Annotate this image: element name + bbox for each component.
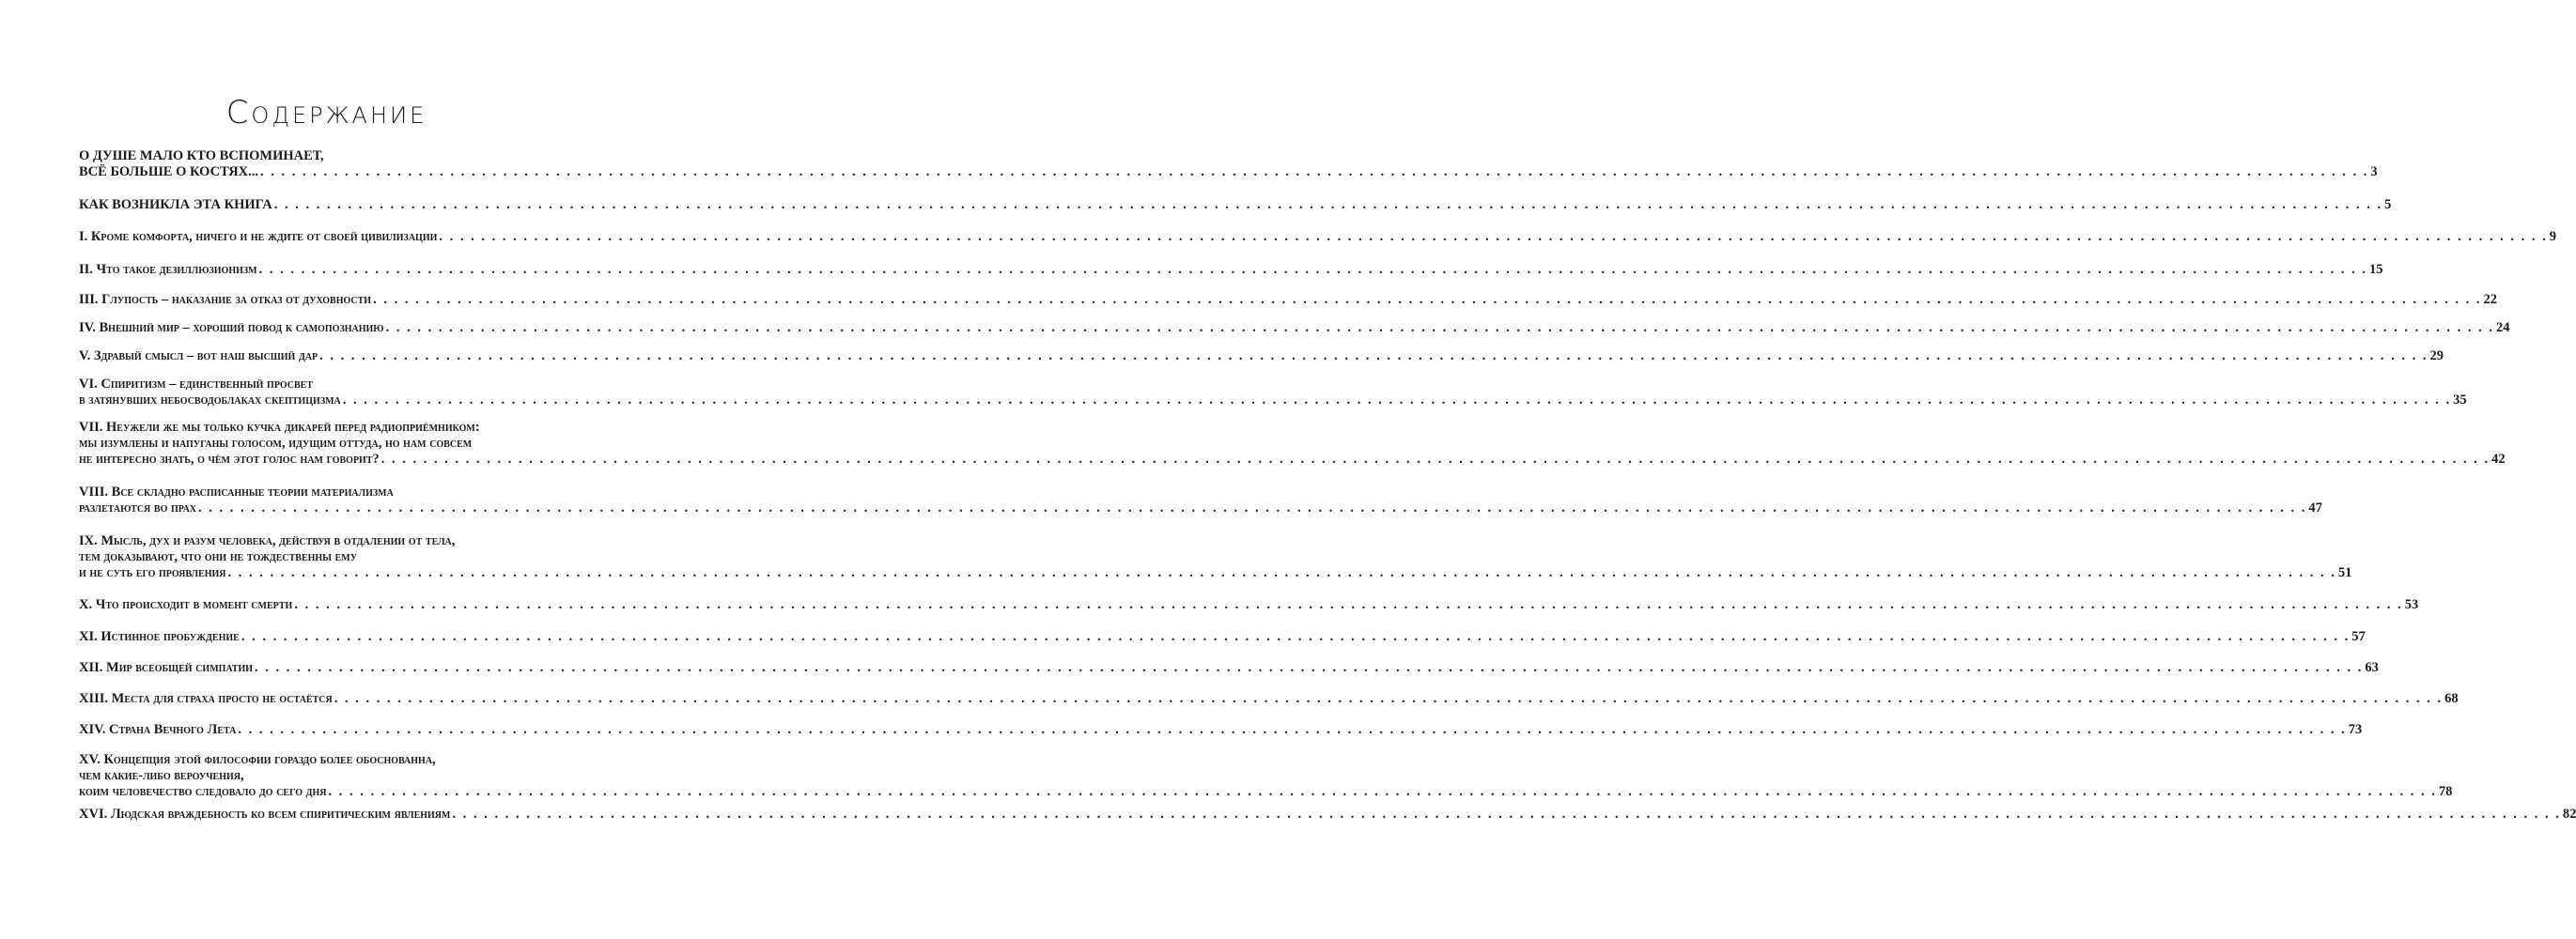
toc-entry-last-line [79,320,2510,336]
toc-page-number: 42 [2491,452,2506,467]
toc-entry-last-line [79,629,2366,645]
toc-page-number: 3 [2370,164,2378,179]
toc-entry-title-line: XVI. Людская враждебность ко всем спиритическим явлениям [79,807,451,822]
toc-entry-last-line [79,197,2392,213]
toc-entry[interactable] [79,752,2453,800]
dot-leader: . . . . . . . . . . . . . . . . . . . . . . . . . . . . . . . . . . . . . . . . . . . . . . . . . . . . . . . . . . . . . . . . . . . . . . . . . . . . . . . . . . . . . . . . . . . . . . . . . . . . . . . . . . . . . . . . . . . . . . . . . . . . . . . . . . . . . . . . . . . . . . . . . . . . . . . . . . . . . . . . . . . . . . . . . . . . . . . . . . . . . . . . . . . . . . . . . . . . . . . . [238,722,2347,737]
toc-page-number: 68 [2444,691,2459,706]
dot-leader: . . . . . . . . . . . . . . . . . . . . . . . . . . . . . . . . . . . . . . . . . . . . . . . . . . . . . . . . . . . . . . . . . . . . . . . . . . . . . . . . . . . . . . . . . . . . . . . . . . . . . . . . . . . . . . . . . . . . . . . . . . . . . . . . . . . . . . . . . . . . . . . . . . . . . . . . . . . . . . . . . . . . . . . . . . . . . . . . . . . . . . . . . . . . . . . . . . . . . . . . [198,500,2307,516]
toc-entry-title-line: XI. Истинное пробуждение [79,629,240,644]
dot-leader: . . . . . . . . . . . . . . . . . . . . . . . . . . . . . . . . . . . . . . . . . . . . . . . . . . . . . . . . . . . . . . . . . . . . . . . . . . . . . . . . . . . . . . . . . . . . . . . . . . . . . . . . . . . . . . . . . . . . . . . . . . . . . . . . . . . . . . . . . . . . . . . . . . . . . . . . . . . . . . . . . . . . . . . . . . . . . . . . . . . . . . . . . . . . . . . . . . . . . . . . [273,197,2383,212]
toc-entry[interactable] [79,629,2366,645]
toc-page-number: 29 [2429,348,2444,363]
toc-entry[interactable] [79,420,2506,468]
toc-entry[interactable] [79,320,2510,336]
toc-entry-last-line [79,393,2467,408]
toc-entry-title-line: VII. Неужели же мы только кучка дикарей перед радиоприёмником: [79,420,480,435]
dot-leader: . . . . . . . . . . . . . . . . . . . . . . . . . . . . . . . . . . . . . . . . . . . . . . . . . . . . . . . . . . . . . . . . . . . . . . . . . . . . . . . . . . . . . . . . . . . . . . . . . . . . . . . . . . . . . . . . . . . . . . . . . . . . . . . . . . . . . . . . . . . . . . . . . . . . . . . . . . . . . . . . . . . . . . . . . . . . . . . . . . . . . . . . . . . . . . . . . . . . . . . . [328,784,2437,799]
toc-entry[interactable] [79,597,2419,613]
dot-leader: . . . . . . . . . . . . . . . . . . . . . . . . . . . . . . . . . . . . . . . . . . . . . . . . . . . . . . . . . . . . . . . . . . . . . . . . . . . . . . . . . . . . . . . . . . . . . . . . . . . . . . . . . . . . . . . . . . . . . . . . . . . . . . . . . . . . . . . . . . . . . . . . . . . . . . . . . . . . . . . . . . . . . . . . . . . . . . . . . . . . . . . . . . . . . . . . . . . . . . . . [294,597,2403,612]
toc-entry[interactable] [79,722,2363,738]
toc-entry-last-line [79,229,2556,245]
toc-entry-title-line: IV. Внешний мир – хороший повод к самопознанию [79,320,384,335]
toc-entry-title-line: VI. Спиритизм – единственный просвет [79,377,314,392]
toc-entry-last-line [79,784,2453,800]
toc-entry-title-line: V. Здравый смысл – вот наш высший дар [79,348,318,363]
toc-entry[interactable] [79,807,2576,823]
toc-entry-title-line: и не суть его проявления [79,565,226,580]
toc-page-number: 82 [2562,807,2576,822]
toc-page-number: 57 [2351,629,2366,644]
toc-entry-title-line: О ДУШЕ МАЛО КТО ВСПОМИНАЕТ, [79,148,324,163]
toc-entry-last-line [79,807,2576,823]
dot-leader: . . . . . . . . . . . . . . . . . . . . . . . . . . . . . . . . . . . . . . . . . . . . . . . . . . . . . . . . . . . . . . . . . . . . . . . . . . . . . . . . . . . . . . . . . . . . . . . . . . . . . . . . . . . . . . . . . . . . . . . . . . . . . . . . . . . . . . . . . . . . . . . . . . . . . . . . . . . . . . . . . . . . . . . . . . . . . . . . . . . . . . . . . . . . . . . . . . . . . . . . [227,565,2336,580]
dot-leader: . . . . . . . . . . . . . . . . . . . . . . . . . . . . . . . . . . . . . . . . . . . . . . . . . . . . . . . . . . . . . . . . . . . . . . . . . . . . . . . . . . . . . . . . . . . . . . . . . . . . . . . . . . . . . . . . . . . . . . . . . . . . . . . . . . . . . . . . . . . . . . . . . . . . . . . . . . . . . . . . . . . . . . . . . . . . . . . . . . . . . . . . . . . . . . . . . . . . . . . . [319,348,2429,363]
toc-entry[interactable] [79,691,2459,707]
toc-page-number: 47 [2308,500,2322,516]
toc-entry-title-line: XIV. Страна Вечного Лета [79,722,237,737]
toc-page-number: 9 [2549,229,2556,244]
toc-entry-last-line [79,691,2459,707]
toc-entry-title-line: XV. Концепция этой философии гораздо более обоснованна, [79,752,436,767]
toc-entry[interactable] [79,377,2467,408]
toc-entry-title-line: IX. Мысль, дух и разум человека, действуя в отдалении от тела, [79,533,456,548]
toc-entry-last-line [79,597,2419,613]
dot-leader: . . . . . . . . . . . . . . . . . . . . . . . . . . . . . . . . . . . . . . . . . . . . . . . . . . . . . . . . . . . . . . . . . . . . . . . . . . . . . . . . . . . . . . . . . . . . . . . . . . . . . . . . . . . . . . . . . . . . . . . . . . . . . . . . . . . . . . . . . . . . . . . . . . . . . . . . . . . . . . . . . . . . . . . . . . . . . . . . . . . . . . . . . . . . . . . . . . . . . . . . [439,229,2548,244]
toc-entry[interactable] [79,660,2379,676]
toc-page-number: 24 [2495,320,2510,335]
dot-leader: . . . . . . . . . . . . . . . . . . . . . . . . . . . . . . . . . . . . . . . . . . . . . . . . . . . . . . . . . . . . . . . . . . . . . . . . . . . . . . . . . . . . . . . . . . . . . . . . . . . . . . . . . . . . . . . . . . . . . . . . . . . . . . . . . . . . . . . . . . . . . . . . . . . . . . . . . . . . . . . . . . . . . . . . . . . . . . . . . . . . . . . . . . . . . . . . . . . . . . . . [241,629,2351,644]
toc-page-number: 78 [2438,784,2453,799]
toc-entry-last-line [79,292,2497,308]
toc-entry-title-line: разлетаются во прах [79,500,197,516]
toc-entry-title-line: чем какие-либо вероучения, [79,768,244,783]
toc-entry[interactable] [79,262,2383,278]
toc-entry-title-line: КАК ВОЗНИКЛА ЭТА КНИГА [79,197,272,212]
toc-entry[interactable] [79,292,2497,308]
dot-leader: . . . . . . . . . . . . . . . . . . . . . . . . . . . . . . . . . . . . . . . . . . . . . . . . . . . . . . . . . . . . . . . . . . . . . . . . . . . . . . . . . . . . . . . . . . . . . . . . . . . . . . . . . . . . . . . . . . . . . . . . . . . . . . . . . . . . . . . . . . . . . . . . . . . . . . . . . . . . . . . . . . . . . . . . . . . . . . . . . . . . . . . . . . . . . . . . . . . . . . . . [260,164,2369,179]
toc-entry-title-line: не интересно знать, о чём этот голос нам говорит? [79,452,380,467]
toc-entry-title-line: XII. Мир всеобщей симпатии [79,660,253,675]
toc-entry[interactable] [79,485,2322,516]
dot-leader: . . . . . . . . . . . . . . . . . . . . . . . . . . . . . . . . . . . . . . . . . . . . . . . . . . . . . . . . . . . . . . . . . . . . . . . . . . . . . . . . . . . . . . . . . . . . . . . . . . . . . . . . . . . . . . . . . . . . . . . . . . . . . . . . . . . . . . . . . . . . . . . . . . . . . . . . . . . . . . . . . . . . . . . . . . . . . . . . . . . . . . . . . . . . . . . . . . . . . . . . [373,292,2482,307]
dot-leader: . . . . . . . . . . . . . . . . . . . . . . . . . . . . . . . . . . . . . . . . . . . . . . . . . . . . . . . . . . . . . . . . . . . . . . . . . . . . . . . . . . . . . . . . . . . . . . . . . . . . . . . . . . . . . . . . . . . . . . . . . . . . . . . . . . . . . . . . . . . . . . . . . . . . . . . . . . . . . . . . . . . . . . . . . . . . . . . . . . . . . . . . . . . . . . . . . . . . . . . . [258,262,2367,277]
toc-entry-last-line [79,722,2363,738]
toc-entry-title-line: ВСЁ БОЛЬШЕ О КОСТЯХ... [79,164,259,179]
toc-entry-last-line [79,452,2506,468]
toc-entry[interactable] [79,148,2378,180]
toc-page-number: 15 [2368,262,2383,277]
dot-leader: . . . . . . . . . . . . . . . . . . . . . . . . . . . . . . . . . . . . . . . . . . . . . . . . . . . . . . . . . . . . . . . . . . . . . . . . . . . . . . . . . . . . . . . . . . . . . . . . . . . . . . . . . . . . . . . . . . . . . . . . . . . . . . . . . . . . . . . . . . . . . . . . . . . . . . . . . . . . . . . . . . . . . . . . . . . . . . . . . . . . . . . . . . . . . . . . . . . . . . . . [342,393,2452,408]
toc-entry-title-line: в затянувших небосводоблаках скептицизма [79,393,341,408]
toc-page-number: 35 [2453,393,2467,408]
dot-leader: . . . . . . . . . . . . . . . . . . . . . . . . . . . . . . . . . . . . . . . . . . . . . . . . . . . . . . . . . . . . . . . . . . . . . . . . . . . . . . . . . . . . . . . . . . . . . . . . . . . . . . . . . . . . . . . . . . . . . . . . . . . . . . . . . . . . . . . . . . . . . . . . . . . . . . . . . . . . . . . . . . . . . . . . . . . . . . . . . . . . . . . . . . . . . . . . . . . . . . . . [452,807,2561,822]
toc-page-number: 5 [2384,197,2392,212]
toc-entry-last-line [79,262,2383,278]
toc-page-number: 22 [2483,292,2497,307]
toc-entry-last-line [79,565,2352,581]
toc-entry[interactable] [79,229,2556,245]
toc-entry-last-line [79,164,2378,180]
toc-entry-title-line: II. Что такое дезиллюзионизм [79,262,257,277]
toc-entry-last-line [79,500,2322,516]
dot-leader: . . . . . . . . . . . . . . . . . . . . . . . . . . . . . . . . . . . . . . . . . . . . . . . . . . . . . . . . . . . . . . . . . . . . . . . . . . . . . . . . . . . . . . . . . . . . . . . . . . . . . . . . . . . . . . . . . . . . . . . . . . . . . . . . . . . . . . . . . . . . . . . . . . . . . . . . . . . . . . . . . . . . . . . . . . . . . . . . . . . . . . . . . . . . . . . . . . . . . . . . [255,660,2364,675]
toc-entry[interactable] [79,533,2352,581]
toc-entry-title-line: коим человечество следовало до сего дня [79,784,327,799]
toc-entry-title-line: XIII. Места для страха просто не остаётся [79,691,333,706]
toc-entry-title-line: тем доказывают, что они не тождественны ему [79,549,358,564]
toc-page-number: 73 [2348,722,2363,737]
toc-entry[interactable] [79,348,2444,364]
toc-page-number: 51 [2337,565,2352,580]
toc-entry-last-line [79,348,2444,364]
page-title: Содержание [225,94,427,131]
toc-entry-title-line: мы изумлены и напуганы голосом, идущим оттуда, но нам совсем [79,436,473,451]
toc-entry[interactable] [79,197,2392,213]
toc-entry-last-line [79,660,2379,676]
toc-page-number: 53 [2404,597,2419,612]
toc-entry-title-line: I. Кроме комфорта, ничего и не ждите от своей цивилизации [79,229,438,244]
toc-entry-title-line: III. Глупость – наказание за отказ от духовности [79,292,372,307]
toc-entry-title-line: X. Что происходит в момент смерти [79,597,293,612]
dot-leader: . . . . . . . . . . . . . . . . . . . . . . . . . . . . . . . . . . . . . . . . . . . . . . . . . . . . . . . . . . . . . . . . . . . . . . . . . . . . . . . . . . . . . . . . . . . . . . . . . . . . . . . . . . . . . . . . . . . . . . . . . . . . . . . . . . . . . . . . . . . . . . . . . . . . . . . . . . . . . . . . . . . . . . . . . . . . . . . . . . . . . . . . . . . . . . . . . . . . . . . . [385,320,2494,335]
toc-page-number: 63 [2365,660,2379,675]
dot-leader: . . . . . . . . . . . . . . . . . . . . . . . . . . . . . . . . . . . . . . . . . . . . . . . . . . . . . . . . . . . . . . . . . . . . . . . . . . . . . . . . . . . . . . . . . . . . . . . . . . . . . . . . . . . . . . . . . . . . . . . . . . . . . . . . . . . . . . . . . . . . . . . . . . . . . . . . . . . . . . . . . . . . . . . . . . . . . . . . . . . . . . . . . . . . . . . . . . . . . . . . [380,452,2491,467]
dot-leader: . . . . . . . . . . . . . . . . . . . . . . . . . . . . . . . . . . . . . . . . . . . . . . . . . . . . . . . . . . . . . . . . . . . . . . . . . . . . . . . . . . . . . . . . . . . . . . . . . . . . . . . . . . . . . . . . . . . . . . . . . . . . . . . . . . . . . . . . . . . . . . . . . . . . . . . . . . . . . . . . . . . . . . . . . . . . . . . . . . . . . . . . . . . . . . . . . . . . . . . . [334,691,2444,706]
toc-entry-title-line: VIII. Все складно расписанные теории материализма [79,485,394,500]
